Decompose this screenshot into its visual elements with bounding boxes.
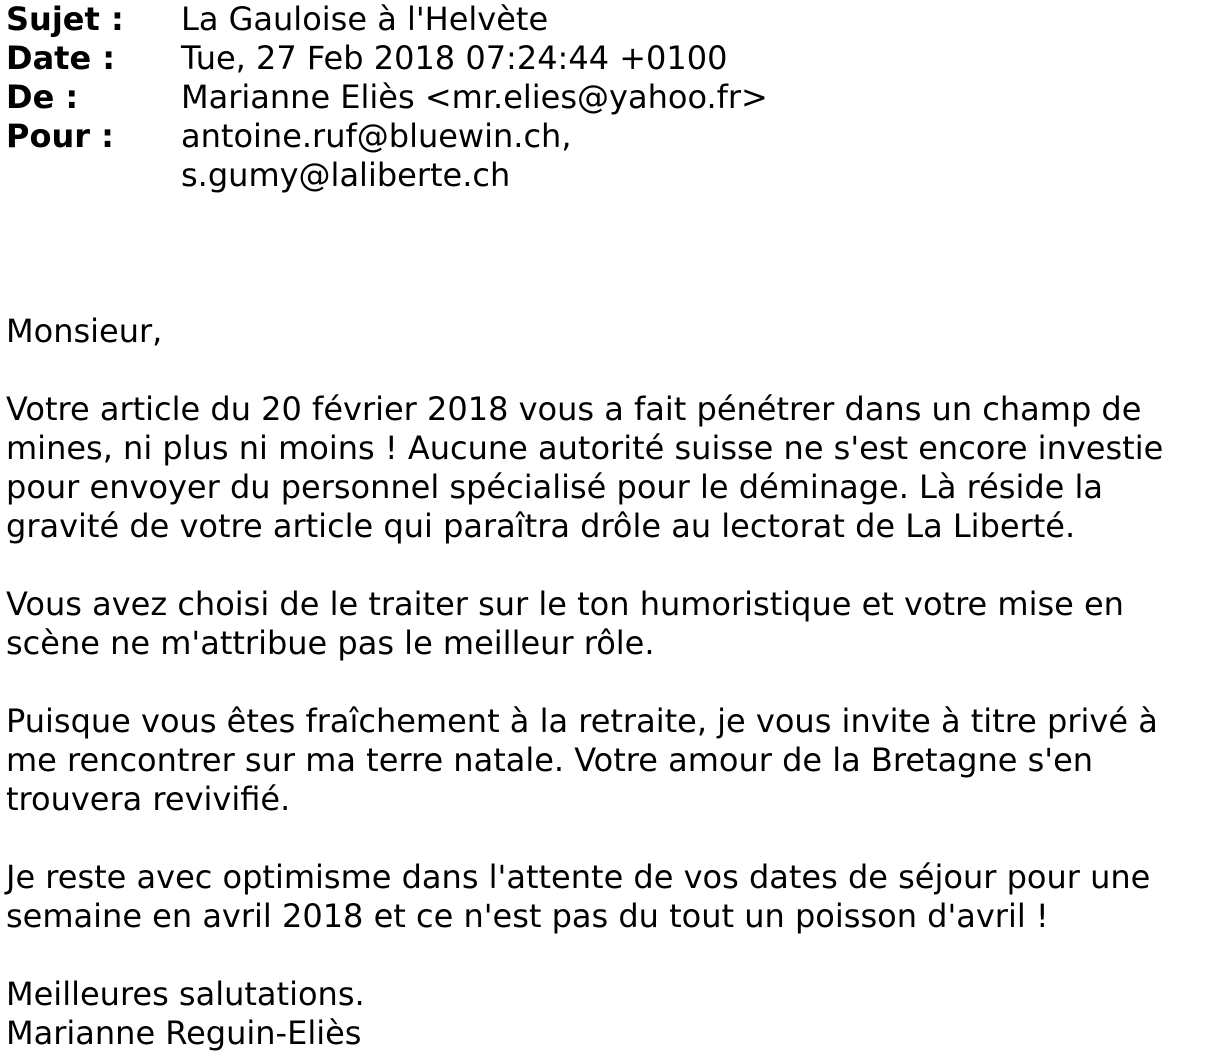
email-header [6, 0, 768, 195]
date-value: Tue, 27 Feb 2018 07:24:44 +0100 [181, 39, 728, 77]
to-label: Pour : [6, 117, 114, 155]
body-line: pour envoyer du personnel spécialisé pour le déminage. Là réside la [6, 468, 1104, 506]
subject-row [6, 0, 768, 39]
body-line: me rencontrer sur ma terre natale. Votre amour de la Bretagne s'en [6, 741, 1094, 779]
body-line: Je reste avec optimisme dans l'attente de vos dates de séjour pour une [6, 858, 1151, 896]
body-line: gravité de votre article qui paraîtra drôle au lectorat de La Liberté. [6, 507, 1076, 545]
body-line: semaine en avril 2018 et ce n'est pas du tout un poisson d'avril ! [6, 897, 1049, 935]
from-label: De : [6, 78, 79, 116]
body-line: trouvera revivifié. [6, 780, 291, 818]
greeting: Monsieur, [6, 312, 163, 350]
body-paragraph-3 [6, 702, 1206, 819]
from-row [6, 78, 768, 117]
date-row [6, 39, 768, 78]
body-line: Votre article du 20 février 2018 vous a fait pénétrer dans un champ de [6, 390, 1142, 428]
to-row [6, 117, 768, 195]
closing: Meilleures salutations. [6, 975, 365, 1013]
date-label: Date : [6, 39, 116, 77]
from-value: Marianne Eliès <mr.elies@yahoo.fr> [181, 78, 768, 116]
body-line: Vous avez choisi de le traiter sur le ton humoristique et votre mise en [6, 585, 1124, 623]
body-line: mines, ni plus ni moins ! Aucune autorité suisse ne s'est encore investie [6, 429, 1164, 467]
subject-label: Sujet : [6, 0, 124, 38]
body-line: scène ne m'attribue pas le meilleur rôle. [6, 624, 655, 662]
email-body [6, 312, 1206, 1053]
body-paragraph-2 [6, 585, 1206, 663]
recipient-address: s.gumy@laliberte.ch [181, 156, 511, 194]
recipient-address: antoine.ruf@bluewin.ch, [181, 117, 572, 155]
body-line: Puisque vous êtes fraîchement à la retraite, je vous invite à titre privé à [6, 702, 1158, 740]
signature: Marianne Reguin-Eliès [6, 1014, 362, 1052]
subject-value: La Gauloise à l'Helvète [181, 0, 549, 38]
sign-off [6, 975, 1206, 1053]
body-paragraph-4 [6, 858, 1206, 936]
to-value [181, 117, 768, 195]
body-paragraph-1 [6, 390, 1206, 546]
email-message [6, 0, 1206, 1053]
